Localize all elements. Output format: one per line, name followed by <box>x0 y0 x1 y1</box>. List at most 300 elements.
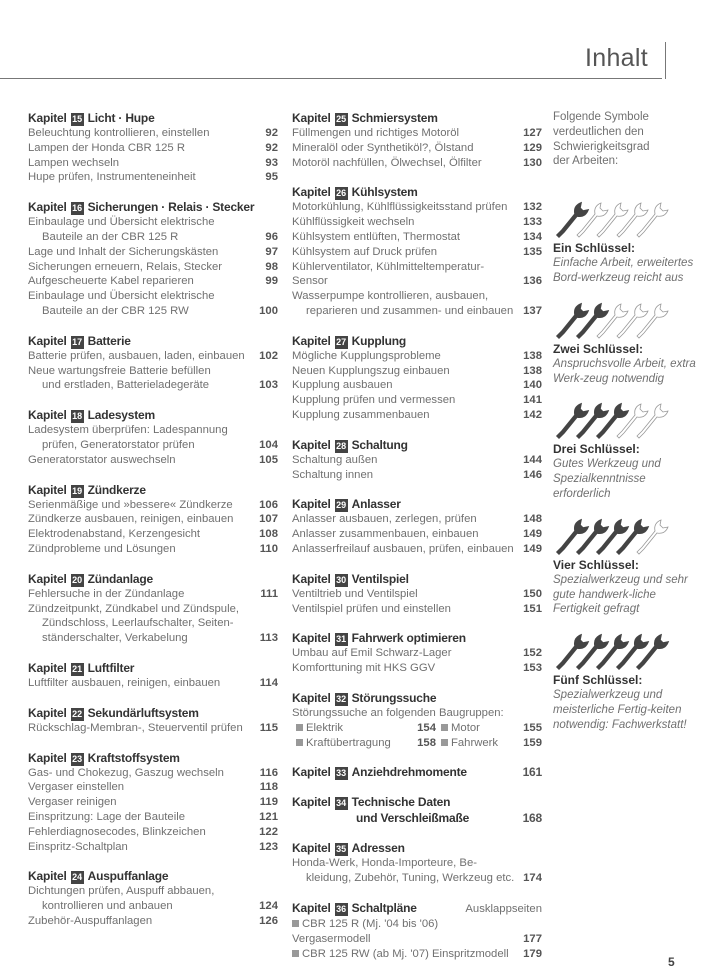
entry-page-number: 107 <box>259 513 278 526</box>
entry-text <box>28 810 185 825</box>
chapter-title: Schmiersystem <box>351 111 438 125</box>
entry-line: Fehlerdiagnosecodes, Blinkzeichen <box>28 825 206 838</box>
wrench-rating-icon <box>553 400 673 442</box>
entry-line: Anlasser zusammenbauen, einbauen <box>292 528 479 541</box>
chapter-section <box>292 571 542 617</box>
entry-text <box>28 795 117 810</box>
entry-page-number: 116 <box>259 766 278 779</box>
entry-line: CBR 125 R (Mj. '04 bis '06) Vergasermodell <box>292 917 439 945</box>
chapter-prefix: Kapitel <box>28 200 67 215</box>
page-number: 5 <box>668 955 675 969</box>
entry-text <box>28 349 245 364</box>
toc-entry <box>292 245 542 260</box>
difficulty-label: Drei Schlüssel: <box>553 442 640 457</box>
entry-page-number: 152 <box>523 647 542 660</box>
square-bullet-icon <box>296 739 303 746</box>
wrench-rating-icon <box>553 631 673 673</box>
entry-line: Schaltung innen <box>292 468 374 481</box>
entry-text <box>292 260 519 290</box>
entry-line: Anlasser ausbauen, zerlegen, prüfen <box>292 513 477 526</box>
entry-line: Einspritzung: Lage der Bauteile <box>28 810 186 823</box>
chapter-number-badge: 18 <box>72 411 83 422</box>
entry-line: Generatorstator auswechseln <box>28 453 176 466</box>
entry-text <box>28 602 239 646</box>
entry-line: Kupplung prüfen und vermessen <box>292 394 456 407</box>
entry-line: CBR 125 RW (ab Mj. '07) Einspritzmodell <box>302 947 509 960</box>
entry-line: Aufgescheuerte Kabel reparieren <box>28 275 194 288</box>
chapter-title: Ventilspiel <box>351 571 409 586</box>
entry-page-number: 142 <box>523 408 542 421</box>
entry-page-number: 137 <box>523 304 542 317</box>
toc-entry <box>292 393 542 408</box>
chapter-title-continued: und Verschleißmaße <box>356 811 470 826</box>
entry-line: Vergaser einstellen <box>28 781 125 794</box>
entry-page-number: 98 <box>265 260 278 273</box>
entry-line: Zubehör-Auspuffanlagen <box>28 914 153 927</box>
chapter-title: Sekundärluftsystem <box>87 705 199 720</box>
entry-page-number: 177 <box>523 932 542 945</box>
toc-entry <box>28 914 278 929</box>
toc-entry <box>28 840 278 855</box>
entry-page-number: 95 <box>265 171 278 184</box>
chapter-heading <box>292 571 542 587</box>
entry-line: Kühlsystem entlüften, Thermostat <box>292 230 461 243</box>
entry-page-number: 149 <box>523 542 542 555</box>
chapter-heading <box>28 571 278 587</box>
entry-line: Kupplung zusammenbauen <box>292 408 430 421</box>
toc-entry <box>292 587 542 602</box>
entry-line: Fehlersuche in der Zündanlage <box>28 587 185 600</box>
wrench-outline-icon <box>637 304 668 338</box>
wrench-outline-icon <box>637 404 668 438</box>
entry-text <box>292 230 460 245</box>
chapter-number-badge: 35 <box>336 844 347 855</box>
toc-entry <box>28 289 278 319</box>
chapter-title: Licht · Hupe <box>87 111 155 125</box>
difficulty-legend <box>553 110 708 747</box>
entry-line: reparieren und zusammen- und einbauen <box>306 304 514 317</box>
entry-line: Ventiltrieb und Ventilspiel <box>292 587 418 600</box>
entry-line: Lampen der Honda CBR 125 R <box>28 141 185 154</box>
entry-line: kleidung, Zubehör, Tuning, Werkzeug etc. <box>306 872 515 885</box>
entry-page-number: 104 <box>259 438 278 451</box>
entry-line: Lampen wechseln <box>28 156 120 169</box>
entry-line: kontrollieren und anbauen <box>42 900 173 913</box>
entry-text <box>292 408 430 423</box>
toc-entry <box>292 527 542 542</box>
chapter-heading <box>292 794 542 810</box>
entry-line: Batterie prüfen, ausbauen, laden, einbauen <box>28 349 245 362</box>
toc-entry <box>292 602 542 617</box>
toc-entry <box>28 245 278 260</box>
toc-entry <box>292 200 542 215</box>
entry-text <box>28 676 220 691</box>
chapter-prefix: Kapitel <box>292 185 331 200</box>
chapter-section <box>28 407 278 467</box>
entry-text <box>292 468 373 483</box>
group-name: Motor <box>451 721 480 734</box>
difficulty-description: Spezialwerkzeug und sehr gute handwerk-liche Fertigkeit gefragt <box>553 573 688 616</box>
chapter-title: Schaltpläne <box>351 900 417 915</box>
entry-line: Honda-Werk, Honda-Importeure, Be- <box>292 857 478 870</box>
chapter-section <box>292 110 542 170</box>
entry-text <box>28 780 124 795</box>
toc-entry <box>28 141 278 156</box>
toc-entry <box>292 126 542 141</box>
chapter-section <box>292 437 542 483</box>
difficulty-label: Zwei Schlüssel: <box>553 341 644 356</box>
entry-page-number: 111 <box>260 587 278 600</box>
chapter-number-badge: 23 <box>72 753 83 764</box>
group-page: 158 <box>417 736 436 749</box>
toc-entry <box>28 349 278 364</box>
entry-text <box>292 245 437 260</box>
entry-line: Einbaulage und Übersicht elektrische <box>28 216 215 229</box>
toc-entry <box>28 825 278 840</box>
entry-text <box>292 527 479 542</box>
toc-entry <box>28 260 278 275</box>
chapter-section <box>28 571 278 646</box>
entry-page-number: 133 <box>523 216 542 229</box>
difficulty-description: Anspruchsvolle Arbeit, extra Werk-zeug notwendig <box>553 357 696 385</box>
entry-line: Anlasserfreilauf ausbauen, prüfen, einbauen <box>292 542 514 555</box>
toc-entry <box>292 856 542 886</box>
chapter-title: Zündkerze <box>87 482 146 497</box>
entry-line: Komforttuning mit HKS GGV <box>292 662 436 675</box>
chapter-section <box>292 794 542 826</box>
entry-text <box>292 378 393 393</box>
toc-entry <box>292 542 542 557</box>
baugruppen-grid <box>292 721 542 751</box>
wrench-filled-icon <box>637 635 668 669</box>
toc-entry <box>28 274 278 289</box>
entry-page-number: 134 <box>523 230 542 243</box>
entry-line: Elektrodenabstand, Kerzengesicht <box>28 528 201 541</box>
entry-line: Einspritz-Schaltplan <box>28 840 128 853</box>
entry-page-number: 97 <box>265 245 278 258</box>
toc-entry <box>292 349 542 364</box>
entry-line: Ladesystem überprüfen: Ladespannung <box>28 424 228 437</box>
chapter-heading <box>28 110 278 126</box>
chapter-prefix: Kapitel <box>28 660 67 675</box>
difficulty-level <box>553 400 708 501</box>
chapter-prefix: Kapitel <box>292 631 331 646</box>
chapter-title: Zündanlage <box>87 571 153 586</box>
group-label <box>296 736 410 751</box>
entry-text <box>28 587 184 602</box>
toc-entry <box>292 230 542 245</box>
chapter-section <box>28 868 278 928</box>
entry-text <box>28 156 119 171</box>
difficulty-description: Gutes Werkzeug und Spezialkenntnisse erforderlich <box>553 458 661 500</box>
toc-entry <box>292 468 542 483</box>
entry-line: Umbau auf Emil Schwarz-Lager <box>292 647 452 660</box>
toc-entry <box>28 215 278 245</box>
toc-entry <box>292 917 542 947</box>
group-name: Elektrik <box>306 721 344 734</box>
chapter-number-badge: 32 <box>336 693 347 704</box>
toc-entry <box>292 661 542 676</box>
entry-page-number: 121 <box>259 810 278 823</box>
entry-page-number: 92 <box>265 141 278 154</box>
entry-page-number: 148 <box>523 513 542 526</box>
entry-page-number: 93 <box>265 156 278 169</box>
chapter-number-badge: 19 <box>72 485 83 496</box>
chapter-intro: Störungssuche an folgenden Baugruppen: <box>292 706 504 719</box>
entry-line: Serienmäßige und »bessere« Zündkerze <box>28 498 233 511</box>
chapter-title: Auspuffanlage <box>87 869 169 884</box>
toc-entry <box>28 780 278 795</box>
square-bullet-icon <box>296 724 303 731</box>
header-divider <box>0 78 662 79</box>
chapter-prefix: Kapitel <box>292 841 331 856</box>
chapter-number-badge: 16 <box>72 203 83 214</box>
entry-page-number: 92 <box>265 127 278 139</box>
chapter-heading <box>292 184 542 200</box>
entry-page-number: 110 <box>259 542 278 555</box>
square-bullet-icon <box>441 724 448 731</box>
toc-column-middle <box>292 110 542 975</box>
group-name: Fahrwerk <box>451 736 499 749</box>
entry-page-number: 151 <box>523 602 542 615</box>
entry-text <box>292 200 507 215</box>
chapter-prefix: Kapitel <box>292 900 331 915</box>
entry-page-number: 122 <box>259 825 278 838</box>
wrench-outline-icon <box>637 520 668 554</box>
chapter-number-badge: 34 <box>336 798 347 809</box>
entry-line: Zündprobleme und Lösungen <box>28 542 176 555</box>
chapter-heading <box>28 868 278 884</box>
entry-line: Neuen Kupplungszug einbauen <box>292 364 450 377</box>
difficulty-description: Spezialwerkzeug und meisterliche Fertig-keiten notwendig: Fachwerkstatt! <box>553 689 687 731</box>
entry-page-number: 103 <box>259 379 278 392</box>
chapter-heading <box>292 630 542 646</box>
chapter-title: Störungssuche <box>351 690 437 705</box>
entry-line: Neue wartungsfreie Batterie befüllen <box>28 364 211 377</box>
toc-entry <box>28 126 278 141</box>
chapter-prefix: Kapitel <box>292 571 331 586</box>
chapter-heading <box>292 840 542 856</box>
entry-page-number: 126 <box>259 914 278 927</box>
entry-text <box>292 512 477 527</box>
chapter-title: Schaltung <box>351 437 408 452</box>
chapter-section <box>292 764 542 780</box>
entry-text <box>28 245 218 260</box>
chapter-title: Anziehdrehmomente <box>351 765 467 780</box>
entry-text <box>292 141 473 156</box>
toc-entry <box>28 602 278 646</box>
entry-text <box>28 721 243 736</box>
group-label <box>436 736 514 751</box>
chapter-prefix: Kapitel <box>292 111 331 125</box>
chapter-number-badge: 24 <box>72 872 83 883</box>
entry-page-number: 127 <box>523 127 542 139</box>
entry-line: prüfen, Generatorstator prüfen <box>42 438 195 451</box>
entry-line: Luftfilter ausbauen, reinigen, einbauen <box>28 676 221 689</box>
chapter-section <box>28 705 278 736</box>
entry-text <box>292 542 514 557</box>
entry-text <box>28 498 233 513</box>
group-name: Kraftübertragung <box>306 736 391 749</box>
entry-text <box>28 914 152 929</box>
entry-text <box>28 542 176 557</box>
entry-line: Motoröl nachfüllen, Ölwechsel, Ölfilter <box>292 156 482 169</box>
toc-entry <box>28 512 278 527</box>
entry-text <box>292 947 509 962</box>
entry-page-number: 149 <box>523 528 542 541</box>
chapter-section <box>292 840 542 886</box>
entry-page-number: 150 <box>523 587 542 600</box>
chapter-prefix: Kapitel <box>292 690 331 705</box>
entry-text <box>28 126 210 141</box>
chapter-heading <box>28 660 278 676</box>
entry-text <box>28 825 206 840</box>
group-label <box>296 721 410 736</box>
chapter-heading <box>28 407 278 423</box>
chapter-prefix: Kapitel <box>292 765 331 780</box>
entry-text <box>292 646 451 661</box>
entry-page-number: 105 <box>259 453 278 466</box>
chapter-section <box>28 110 278 185</box>
entry-page-number: 153 <box>523 662 542 675</box>
chapter-prefix: Kapitel <box>28 705 67 720</box>
entry-text <box>292 917 519 947</box>
wrench-rating-icon <box>553 199 673 241</box>
entry-line: Zündzeitpunkt, Zündkabel und Zündspule, <box>28 602 240 615</box>
toc-column-left <box>28 110 278 943</box>
chapter-section <box>292 690 542 750</box>
chapter-section <box>28 660 278 691</box>
entry-page-number: 114 <box>259 676 278 689</box>
entry-page-number: 124 <box>259 900 278 913</box>
chapter-page: 161 <box>522 765 542 780</box>
chapter-number-badge: 29 <box>336 500 347 511</box>
chapter-title: Kupplung <box>351 333 406 348</box>
chapter-prefix: Kapitel <box>292 497 331 512</box>
chapter-heading <box>292 496 542 512</box>
square-bullet-icon <box>292 920 299 927</box>
entry-page-number: 129 <box>523 141 542 154</box>
chapter-prefix: Kapitel <box>28 571 67 586</box>
difficulty-label: Vier Schlüssel: <box>553 557 639 572</box>
difficulty-level <box>553 631 708 732</box>
chapter-title: Luftfilter <box>87 660 135 675</box>
chapter-number-badge: 27 <box>336 336 347 347</box>
chapter-heading <box>292 764 542 780</box>
entry-line: Zündschloss, Leerlaufschalter, Seiten- <box>42 617 234 630</box>
entry-text <box>292 126 459 141</box>
toc-entry <box>292 947 542 962</box>
legend-intro: Folgende Symbole verdeutlichen den Schwierigkeitsgrad der Arbeiten: <box>553 111 650 168</box>
entry-line: Hupe prüfen, Instrumenteneinheit <box>28 171 196 184</box>
chapter-section <box>28 750 278 855</box>
chapter-section <box>28 333 278 393</box>
chapter-prefix: Kapitel <box>292 437 331 452</box>
chapter-section <box>28 482 278 557</box>
entry-line: Vergaser reinigen <box>28 796 117 809</box>
chapter-heading <box>28 705 278 721</box>
chapter-number-badge: 17 <box>72 336 83 347</box>
entry-line: Kühlerventilator, Kühlmitteltemperatur-Sensor <box>292 260 485 288</box>
entry-page-number: 138 <box>523 364 542 377</box>
entry-text <box>28 215 215 245</box>
entry-page-number: 115 <box>259 721 278 734</box>
toc-entry <box>28 721 278 736</box>
entry-text <box>292 661 435 676</box>
toc-entry <box>28 542 278 557</box>
entry-page-number: 130 <box>523 156 542 169</box>
entry-text <box>28 260 222 275</box>
entry-page-number: 106 <box>259 498 278 511</box>
chapter-number-badge: 22 <box>72 708 83 719</box>
entry-text <box>28 840 128 855</box>
entry-page-number: 119 <box>259 796 278 809</box>
toc-entry <box>292 378 542 393</box>
chapter-prefix: Kapitel <box>28 333 67 348</box>
chapter-number-badge: 15 <box>72 114 83 124</box>
chapter-number-badge: 31 <box>336 634 347 645</box>
toc-entry <box>28 795 278 810</box>
toc-entry <box>28 423 278 453</box>
toc-entry <box>292 289 542 319</box>
chapter-title: Anlasser <box>351 497 401 512</box>
entry-line: Sicherungen erneuern, Relais, Stecker <box>28 260 223 273</box>
toc-entry <box>28 364 278 394</box>
chapter-section <box>292 496 542 556</box>
toc-entry <box>292 215 542 230</box>
entry-page-number: 132 <box>523 201 542 214</box>
toc-entry <box>292 156 542 171</box>
entry-page-number: 144 <box>523 453 542 466</box>
chapter-prefix: Kapitel <box>28 869 67 884</box>
difficulty-description: Einfache Arbeit, erweitertes Bord-werkzeug reicht aus <box>553 257 694 284</box>
toc-entry <box>28 676 278 691</box>
entry-page-number: 100 <box>259 304 278 317</box>
entry-line: und erstladen, Batterieladegeräte <box>42 379 210 392</box>
toc-entry <box>292 364 542 379</box>
chapter-number-badge: 28 <box>336 440 347 451</box>
entry-line: Wasserpumpe kontrollieren, ausbauen, <box>292 290 489 303</box>
entry-line: Bauteile an der CBR 125 R <box>42 230 179 243</box>
entry-line: Schaltung außen <box>292 453 378 466</box>
entry-line: Gas- und Chokezug, Gaszug wechseln <box>28 766 224 779</box>
wrench-rating-icon <box>553 516 673 558</box>
entry-page-number: 96 <box>265 230 278 243</box>
chapter-number-badge: 21 <box>72 663 83 674</box>
entry-text <box>292 156 482 171</box>
chapter-number-badge: 36 <box>336 903 347 914</box>
entry-line: Bauteile an der CBR 125 RW <box>42 304 189 317</box>
entry-line: Motorkühlung, Kühlflüssigkeitsstand prüfen <box>292 201 508 214</box>
chapter-section <box>292 630 542 676</box>
entry-line: Beleuchtung kontrollieren, einstellen <box>28 127 210 139</box>
chapter-heading <box>28 482 278 498</box>
entry-line: Zündkerze ausbauen, reinigen, einbauen <box>28 513 234 526</box>
entry-text <box>292 587 418 602</box>
chapter-heading <box>292 900 542 917</box>
entry-text <box>292 602 451 617</box>
toc-entry <box>28 766 278 781</box>
header-vertical-bar <box>665 42 666 79</box>
difficulty-label: Ein Schlüssel: <box>553 241 636 256</box>
toc-entry <box>28 498 278 513</box>
difficulty-label: Fünf Schlüssel: <box>553 673 643 688</box>
chapter-section <box>28 199 278 319</box>
entry-text <box>28 364 211 394</box>
entry-line: Rückschlag-Membran-, Steuerventil prüfen <box>28 721 243 734</box>
group-label <box>436 721 514 736</box>
toc-entry <box>28 156 278 171</box>
